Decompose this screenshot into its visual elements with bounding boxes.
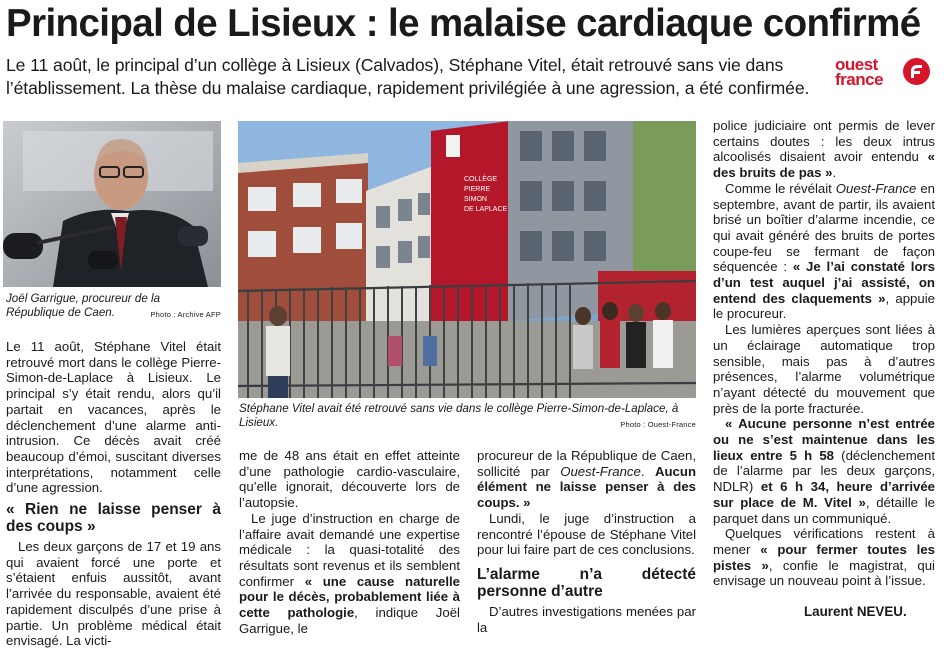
quote: « une cause naturelle pour le décès, probablement liée à cette pathologie xyxy=(239,573,460,621)
text: procureur de la République de Caen, sollicité par xyxy=(477,448,696,479)
paragraph xyxy=(713,416,935,526)
headline: Principal de Lisieux : le malaise cardiaque confirmé xyxy=(6,2,921,45)
paragraph: Les deux garçons de 17 et 19 ans qui avaient forcé une porte et s’étaient enfuis aussitôt, avant l’arrivée du responsable, avaient été rapidement disculpés d’une prise à partie. Un problème médical était envisagé. La victi- xyxy=(6,539,221,649)
paragraph: Les lumières aperçues sont liées à un éclairage automatique trop sensible, mais pas à d’autres présences, l’alarme volumétrique n’ayant détecté du mouvement que près de la porte fracturée. xyxy=(713,322,935,416)
paragraph: Le 11 août, Stéphane Vitel était retrouvé mort dans le collège Pierre-Simon-de-Laplace à Lisieux. Le principal s’y était rendu, alors qu’il partait en vacances, après le déclenchement d’une alarme anti-intrusion. Ce décès avait créé beaucoup d’émoi, suscitant diverses interprétations, notamment celle d’une agression. xyxy=(6,339,221,496)
text: (déclenchement de l’alarme par les deux garçons, NDLR) xyxy=(713,447,936,495)
text: . xyxy=(640,463,655,479)
paragraph: D’autres investigations menées par la xyxy=(477,603,696,635)
ouest-france-logo xyxy=(835,54,935,94)
text: , détaille le parquet dans un communiqué. xyxy=(713,494,935,526)
subheading: « Rien ne laisse penser à des coups » xyxy=(6,501,221,536)
college-sign-line: PIERRE xyxy=(464,186,491,193)
caption-college xyxy=(239,402,696,433)
text: Le juge d’instruction en charge de l’affaire avait demandé une expertise médicale : la quasi-totalité des résultats sont revenus et ils semblent confirmer xyxy=(239,510,460,589)
text: . xyxy=(832,165,837,181)
text: Comme le révélait xyxy=(725,180,836,196)
paragraph xyxy=(713,118,935,181)
text: , appuie le procureur. xyxy=(713,290,935,322)
author-signature: Laurent NEVEU. xyxy=(804,604,907,619)
paragraph: me de 48 ans était en effet atteinte d’une pathologie cardio-vasculaire, qu’elle ignorait, découverte lors de l’autopsie. xyxy=(239,448,460,511)
column-2 xyxy=(239,448,460,636)
paragraph xyxy=(713,181,935,322)
text: police judiciaire ont permis de lever certains doutes : les deux intrus alcoolisés disaient avoir entendu xyxy=(713,118,935,165)
newspaper-name: Ouest-France xyxy=(560,463,641,479)
caption-text: Joël Garrigue, procureur de la République de Caen. xyxy=(6,292,161,320)
caption-prosecutor xyxy=(6,292,221,323)
college-sign-line: COLLÈGE xyxy=(464,176,498,183)
logo-word-ouest: ouest xyxy=(835,55,878,74)
text: en septembre, avant de partir, ils avaient brisé un boîtier d’alarme incendie, ce qui avait généré des bruits de portes coupe-feu se fermant de façon séquencée : xyxy=(713,180,935,275)
quote: et 6 h 34, heure d’arrivée sur place de M. Vitel » xyxy=(713,479,935,510)
college-sign-line: SIMON xyxy=(464,196,487,203)
logo-circle-icon xyxy=(903,58,930,85)
column-1 xyxy=(6,339,221,649)
photo-credit: Photo : Archive AFP xyxy=(150,310,221,320)
paragraph xyxy=(713,526,935,589)
caption-text: Stéphane Vitel avait été retrouvé sans vie dans le collège Pierre-Simon-de-Laplace, à Lisieux. xyxy=(239,402,679,430)
lead-paragraph: Le 11 août, le principal d’un collège à Lisieux (Calvados), Stéphane Vitel, était retrouvé sans vie dans l’établissement. La thèse du malaise cardiaque, rapidement privilégiée à une agression, a été confirmée. xyxy=(6,55,810,98)
column-3 xyxy=(477,448,696,635)
text: , indique Joël Garrigue, le xyxy=(239,605,460,636)
quote: « Je l’ai constaté lors d’un test auquel j’ai assisté, on entend des claquements » xyxy=(713,259,935,306)
quote: « des bruits de pas » xyxy=(713,149,935,181)
quote: « Aucune personne n’est entrée ou ne s’est maintenue dans les lieux entre 5 h 58 xyxy=(713,416,935,463)
column-4 xyxy=(713,118,935,589)
photo-prosecutor xyxy=(3,121,221,287)
paragraph xyxy=(477,448,696,511)
quote: « pour fermer toutes les pistes » xyxy=(713,541,935,573)
photo-credit: Photo : Ouest-France xyxy=(620,420,696,430)
newspaper-name: Ouest-France xyxy=(835,180,917,196)
subheading: L’alarme n’a détecté personne d’autre xyxy=(477,565,696,600)
quote: Aucun élément ne laisse penser à des coups. » xyxy=(477,463,696,511)
text: Quelques vérifications restent à mener xyxy=(713,526,935,557)
logo-word-france: france xyxy=(835,70,884,89)
paragraph xyxy=(239,511,460,637)
college-sign-line: DE LAPLACE xyxy=(464,206,508,213)
photo-college xyxy=(238,121,696,398)
text: , confie le magistrat, qui envisage un nouveau point à l’issue. xyxy=(713,557,935,589)
paragraph: Lundi, le juge d’instruction a rencontré l’épouse de Stéphane Vitel pour lui faire part de ces conclusions. xyxy=(477,510,696,558)
